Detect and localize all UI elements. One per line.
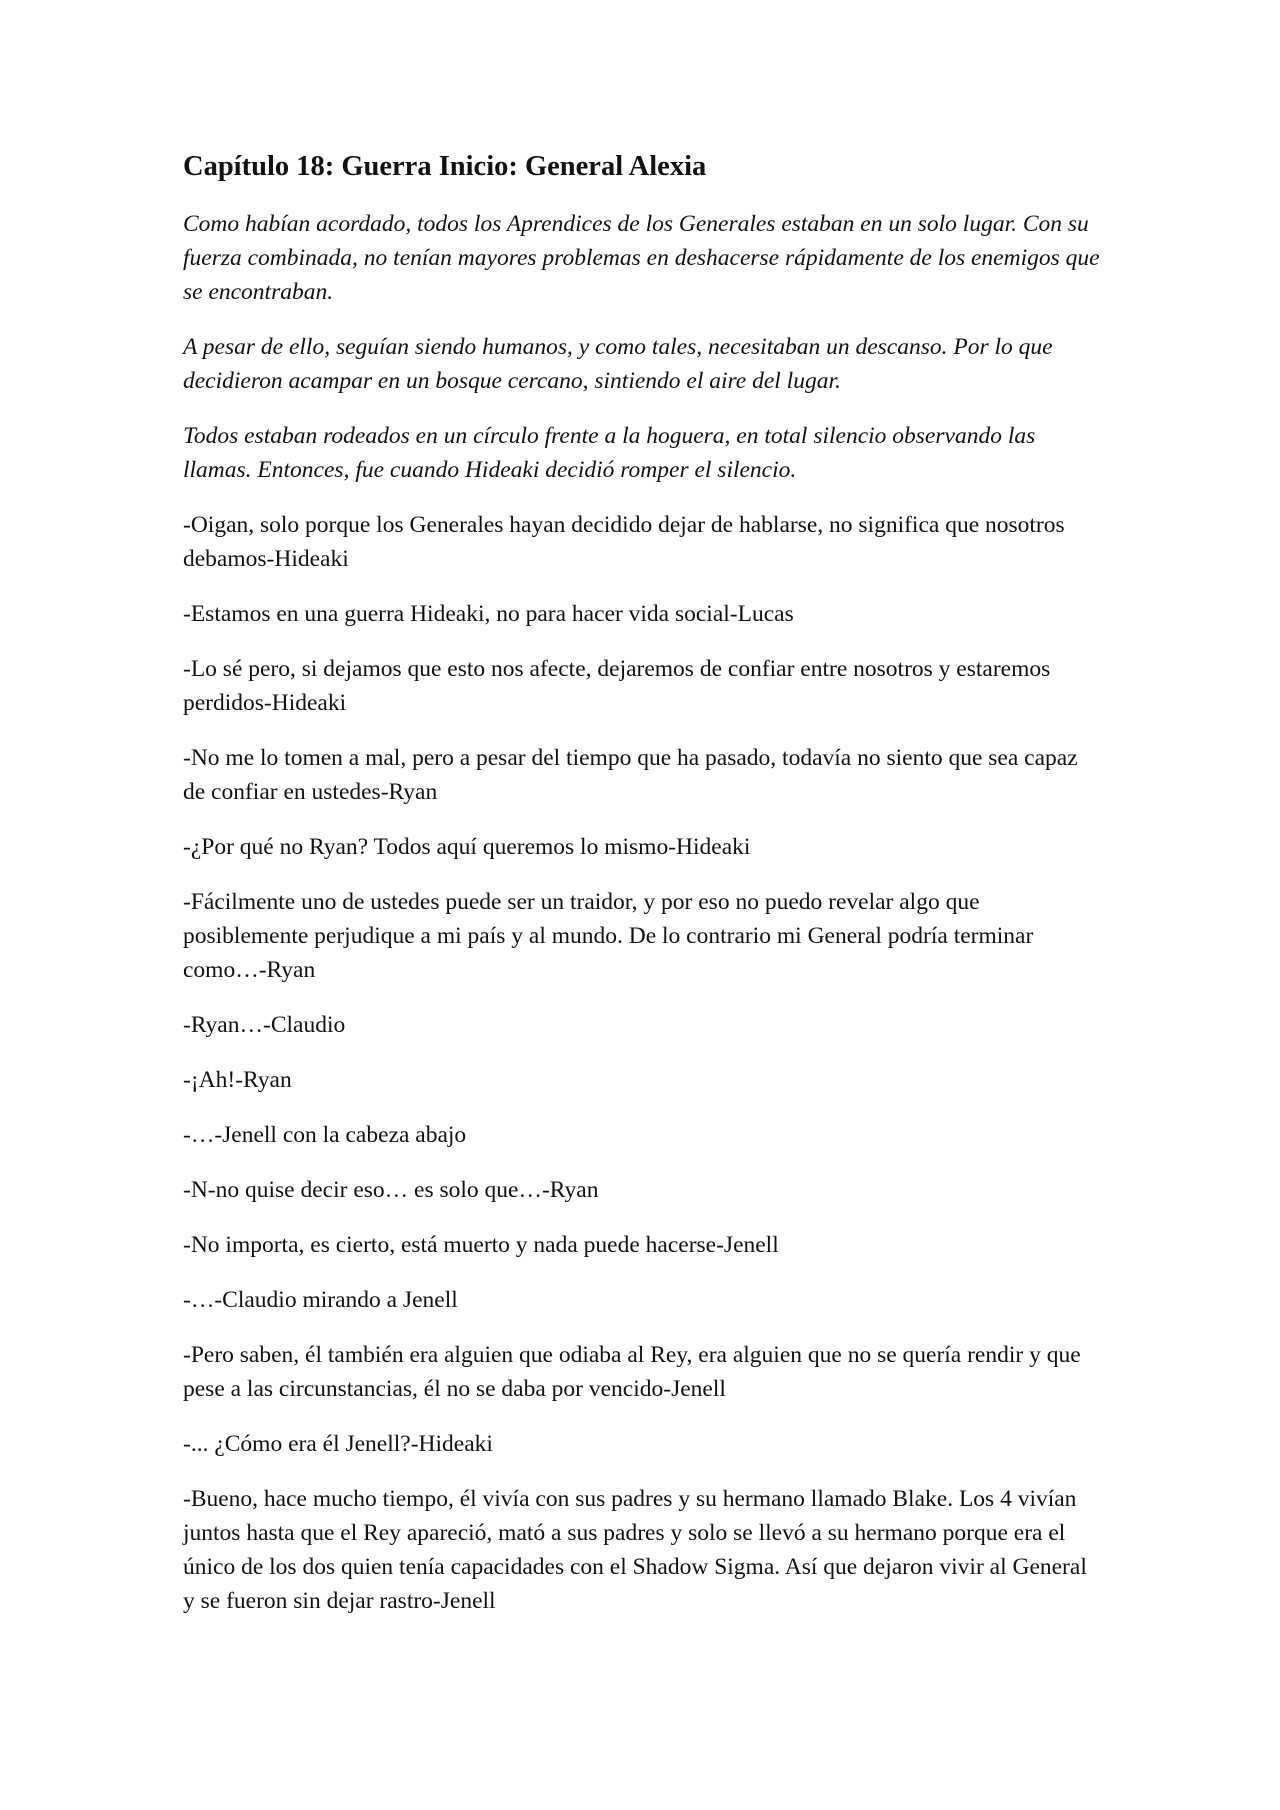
dialogue-line: -No me lo tomen a mal, pero a pesar del tiempo que ha pasado, todavía no siento que sea capaz de confiar en ustedes-Ryan	[183, 745, 1078, 806]
dialogue-line: -Bueno, hace mucho tiempo, él vivía con sus padres y su hermano llamado Blake. Los 4 vivían juntos hasta que el Rey apareció, mató a sus padres y solo se llevó a su hermano porque era el único de los dos quien tenía capacidades con el Shadow Sigma. Así que dejaron vivir al General y se fueron sin dejar rastro-Jenell	[183, 1486, 1087, 1615]
dialogue-line: -¿Por qué no Ryan? Todos aquí queremos lo mismo-Hideaki	[183, 834, 751, 861]
narration-paragraph: Todos estaban rodeados en un círculo frente a la hoguera, en total silencio observando las llamas. Entonces, fue cuando Hideaki decidió romper el silencio.	[183, 423, 1036, 484]
dialogue-line: -No importa, es cierto, está muerto y nada puede hacerse-Jenell	[183, 1232, 779, 1259]
document-page	[183, 150, 1103, 1639]
chapter-title: Capítulo 18: Guerra Inicio: General Alexia	[183, 151, 707, 182]
narration-paragraph: A pesar de ello, seguían siendo humanos, y como tales, necesitaban un descanso. Por lo que decidieron acampar en un bosque cercano, sintiendo el aire del lugar.	[183, 334, 1053, 395]
dialogue-line: -Oigan, solo porque los Generales hayan decidido dejar de hablarse, no significa que nosotros debamos-Hideaki	[183, 512, 1065, 573]
dialogue-line: -Ryan…-Claudio	[183, 1012, 346, 1039]
dialogue-line: -Estamos en una guerra Hideaki, no para hacer vida social-Lucas	[183, 601, 794, 628]
dialogue-line: -Lo sé pero, si dejamos que esto nos afecte, dejaremos de confiar entre nosotros y estaremos perdidos-Hideaki	[183, 656, 1051, 717]
dialogue-line: -…-Jenell con la cabeza abajo	[183, 1122, 467, 1149]
dialogue-line: -¡Ah!-Ryan	[183, 1067, 292, 1094]
dialogue-line: -…-Claudio mirando a Jenell	[183, 1287, 458, 1314]
narration-paragraph: Como habían acordado, todos los Aprendices de los Generales estaban en un solo lugar. Con su fuerza combinada, no tenían mayores problemas en deshacerse rápidamente de los enemigos que se encontraban.	[183, 211, 1100, 306]
dialogue-line: -Fácilmente uno de ustedes puede ser un traidor, y por eso no puedo revelar algo que posiblemente perjudique a mi país y al mundo. De lo contrario mi General podría terminar como…-Ryan	[183, 889, 1034, 984]
dialogue-line: -N-no quise decir eso… es solo que…-Ryan	[183, 1177, 599, 1204]
dialogue-line: -... ¿Cómo era él Jenell?-Hideaki	[183, 1431, 493, 1458]
dialogue-line: -Pero saben, él también era alguien que odiaba al Rey, era alguien que no se quería rendir y que pese a las circunstancias, él no se daba por vencido-Jenell	[183, 1342, 1081, 1403]
